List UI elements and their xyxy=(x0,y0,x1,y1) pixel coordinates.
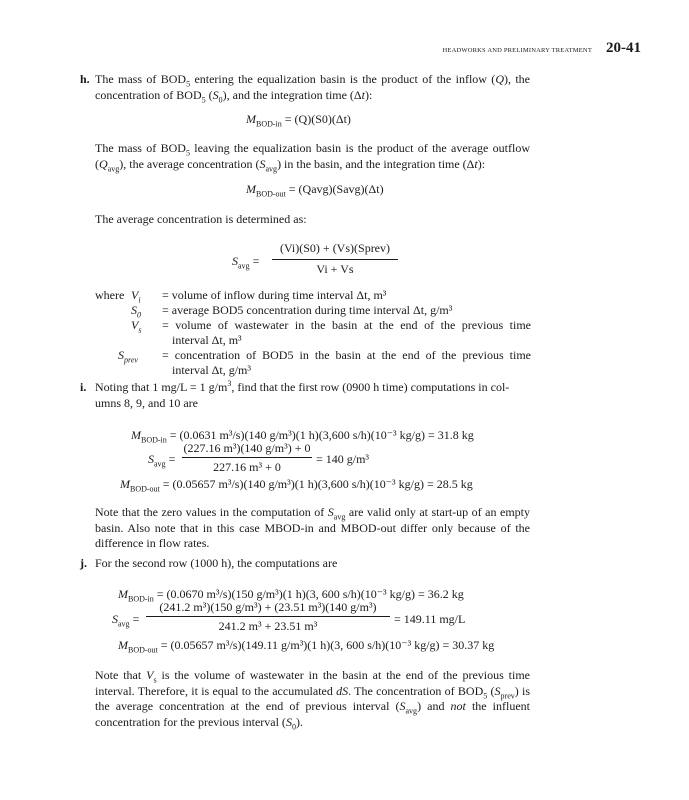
step-h-paragraph-2: The mass of $BOD_5$ leaving the equalization basin is the product of the average outflow $(Q_{avg})$, the average concentration $(S_{avg})$ in the basin, and the integration time (Δt): xyxy=(95,141,530,173)
fraction-bar xyxy=(272,259,398,260)
def-text-sprev: = concentration of BOD5 in the basin at the end of the previous time xyxy=(162,348,531,362)
equation-i-savg-result: = 140 g/m³ xyxy=(316,452,370,466)
step-i-label: i. xyxy=(80,380,87,394)
equation-i-savg-numerator: (227.16 m³)(140 g/m³) + 0 xyxy=(183,441,311,455)
page-number: 20-41 xyxy=(606,40,641,56)
equation-savg-denominator: Vi + Vs xyxy=(316,262,354,276)
step-j-label: j. xyxy=(80,556,87,570)
equation-mbod-out-general: $M_{BOD-out}$ = (Qavg)(Savg)(Δt) xyxy=(246,182,384,199)
running-title: HEADWORKS AND PRELIMINARY TREATMENT xyxy=(442,47,592,54)
equation-j-savg-result: = 149.11 mg/L xyxy=(394,612,466,626)
step-h-intro: The mass of $BOD_5$ entering the equalization basin is the product of the inflow (Q), the concentration of $BOD_5$ $(S_0)$, and the integration time (Δt): xyxy=(95,72,531,104)
equation-i-savg-denominator: 227.16 m³ + 0 xyxy=(213,460,281,474)
step-i-intro: Noting that 1 mg/L = 1 $g/m^3$, find that the first row (0900 h time) computations in col- umns 8, 9, and 10 are xyxy=(95,379,510,410)
equation-j-savg-denominator: 241.2 m³ + 23.51 m³ xyxy=(218,619,318,633)
equation-j-savg-lhs: $S_{avg}$ = xyxy=(112,612,140,629)
step-j-intro: For the second row (1000 h), the computations are xyxy=(95,556,338,570)
where-label: where xyxy=(95,288,125,302)
equation-j-savg-numerator: (241.2 m³)(150 g/m³) + (23.51 m³)(140 g/m³) xyxy=(159,600,377,614)
equation-mbod-in-general: $M_{BOD-in} = (Q)(S0)(\Delta t)$ xyxy=(246,112,351,129)
def-symbol-vs: $V_s$ xyxy=(131,318,142,335)
def-text-sprev-cont: interval Δt, g/m³ xyxy=(172,363,251,377)
step-h-paragraph-3: The average concentration is determined as: xyxy=(95,212,307,226)
def-text-vi: = volume of inflow during time interval Δt, m³ xyxy=(162,288,387,302)
equation-j-mbod-out: $M_{BOD-out} = (0.05657$ m³/s)(149.11 g/m³)(1 h)(3, 600 s/h)(10⁻³ kg/g) = 30.37 kg xyxy=(118,638,495,655)
equation-i-mbod-in: $M_{BOD-in} = (0.0631$ m³/s)(140 g/m³)(1 h)(3,600 s/h)(10⁻³ kg/g) = 31.8 kg xyxy=(131,428,474,445)
step-h-label: h. xyxy=(80,72,90,86)
equation-savg-numerator: (Vi)(S0) + (Vs)(Sprev) xyxy=(279,241,391,255)
def-symbol-sprev: $S_{prev}$ xyxy=(118,348,138,365)
def-symbol-s0: $S_0$ xyxy=(131,303,141,320)
fraction-bar xyxy=(182,457,312,458)
fraction-bar xyxy=(146,616,390,617)
step-i-note: Note that the zero values in the computation of $S_{avg}$ are valid only at start-up of an empty basin. Also note that in this case MBOD-in and MBOD-out differ only because of the difference in flow rates. xyxy=(95,505,530,550)
equation-i-mbod-out: $M_{BOD-out} = (0.05657$ m³/s)(140 g/m³)(1 h)(3,600 s/h)(10⁻³ kg/g) = 28.5 kg xyxy=(120,477,473,494)
step-j-note: Note that $V_s$ is the volume of wastewater in the basin at the end of the previous time interval. Therefore, it is equal to the accumulated dS. The concentration of $BOD_5$ $(S_{prev})$ is the average concentration at the end of previous interval $(S_{avg})$ and not the influent concentration for the previous interval $(S_0)$. xyxy=(95,668,531,731)
equation-j-mbod-in: $M_{BOD-in} = (0.0670$ m³/s)(150 g/m³)(1 h)(3, 600 s/h)(10⁻³ kg/g) = 36.2 kg xyxy=(118,587,464,604)
def-text-s0: = average BOD5 concentration during time interval Δt, g/m³ xyxy=(162,303,453,317)
def-text-vs-cont: interval Δt, m³ xyxy=(172,333,242,347)
equation-i-savg-lhs: $S_{avg}$ = xyxy=(148,452,176,469)
equation-savg-lhs: $S_{avg}$ = xyxy=(232,254,260,271)
def-symbol-vi: $V_i$ xyxy=(131,288,141,305)
page-header xyxy=(443,40,641,57)
def-text-vs: = volume of wastewater in the basin at the end of the previous time xyxy=(162,318,531,332)
